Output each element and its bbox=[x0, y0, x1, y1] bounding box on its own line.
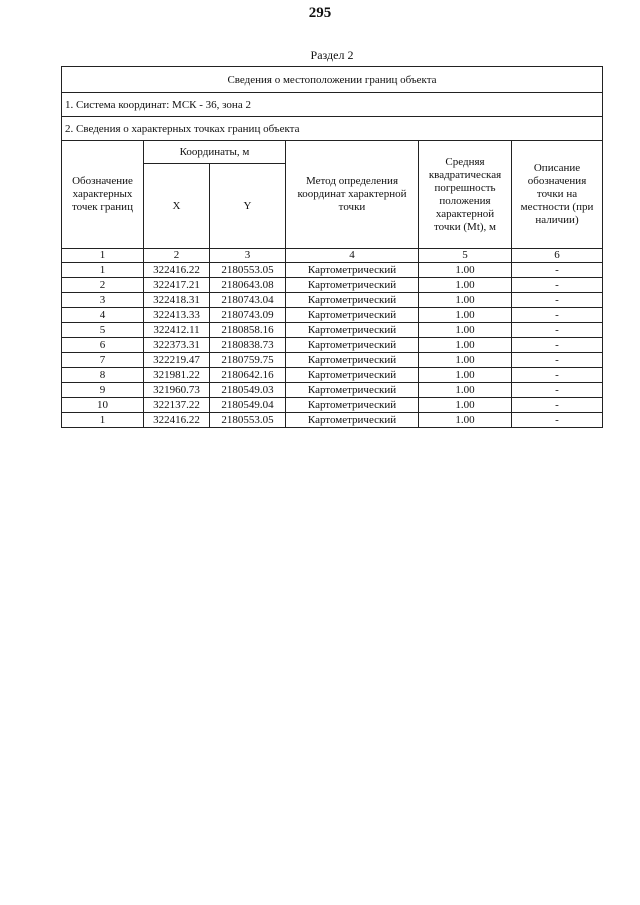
cell-mt: 1.00 bbox=[419, 293, 512, 308]
cell-y: 2180553.05 bbox=[210, 413, 286, 428]
boundary-table bbox=[61, 66, 603, 428]
cell-method: Картометрический bbox=[286, 398, 419, 413]
cell-point: 6 bbox=[62, 338, 144, 353]
column-number: 3 bbox=[210, 249, 286, 263]
cell-mt: 1.00 bbox=[419, 263, 512, 278]
header-error: Средняя квадратическая погрешность положения характерной точки (Mt), м bbox=[419, 141, 512, 249]
section-title: Раздел 2 bbox=[310, 48, 354, 62]
column-number: 5 bbox=[419, 249, 512, 263]
cell-point: 2 bbox=[62, 278, 144, 293]
cell-x: 322413.33 bbox=[144, 308, 210, 323]
cell-method: Картометрический bbox=[286, 383, 419, 398]
cell-x: 322416.22 bbox=[144, 263, 210, 278]
cell-x: 321960.73 bbox=[144, 383, 210, 398]
table-row bbox=[62, 338, 603, 353]
cell-description: - bbox=[512, 278, 603, 293]
cell-mt: 1.00 bbox=[419, 368, 512, 383]
cell-x: 322412.11 bbox=[144, 323, 210, 338]
cell-x: 322418.31 bbox=[144, 293, 210, 308]
cell-method: Картометрический bbox=[286, 293, 419, 308]
table-row bbox=[62, 323, 603, 338]
table-title: Сведения о местоположении границ объекта bbox=[62, 67, 603, 93]
cell-description: - bbox=[512, 263, 603, 278]
cell-method: Картометрический bbox=[286, 278, 419, 293]
table-row bbox=[62, 368, 603, 383]
table-row bbox=[62, 353, 603, 368]
column-number: 6 bbox=[512, 249, 603, 263]
header-designation: Обозначение характерных точек границ bbox=[62, 141, 144, 249]
cell-point: 8 bbox=[62, 368, 144, 383]
cell-x: 321981.22 bbox=[144, 368, 210, 383]
cell-point: 5 bbox=[62, 323, 144, 338]
cell-y: 2180743.04 bbox=[210, 293, 286, 308]
cell-y: 2180643.08 bbox=[210, 278, 286, 293]
table-row bbox=[62, 308, 603, 323]
cell-y: 2180549.04 bbox=[210, 398, 286, 413]
cell-x: 322373.31 bbox=[144, 338, 210, 353]
cell-method: Картометрический bbox=[286, 353, 419, 368]
cell-mt: 1.00 bbox=[419, 398, 512, 413]
table-row bbox=[62, 413, 603, 428]
header-y: Y bbox=[210, 164, 286, 249]
column-number: 4 bbox=[286, 249, 419, 263]
table-row bbox=[62, 383, 603, 398]
cell-mt: 1.00 bbox=[419, 338, 512, 353]
cell-point: 9 bbox=[62, 383, 144, 398]
cell-point: 1 bbox=[62, 413, 144, 428]
cell-x: 322416.22 bbox=[144, 413, 210, 428]
points-title: 2. Сведения о характерных точках границ объекта bbox=[62, 117, 603, 141]
cell-method: Картометрический bbox=[286, 308, 419, 323]
cell-method: Картометрический bbox=[286, 263, 419, 278]
cell-mt: 1.00 bbox=[419, 353, 512, 368]
cell-method: Картометрический bbox=[286, 413, 419, 428]
cell-y: 2180549.03 bbox=[210, 383, 286, 398]
cell-mt: 1.00 bbox=[419, 413, 512, 428]
table-row bbox=[62, 278, 603, 293]
coord-system: 1. Система координат: МСК - 36, зона 2 bbox=[62, 93, 603, 117]
cell-point: 4 bbox=[62, 308, 144, 323]
table-row bbox=[62, 398, 603, 413]
page-number: 295 bbox=[308, 5, 332, 21]
cell-description: - bbox=[512, 308, 603, 323]
cell-point: 10 bbox=[62, 398, 144, 413]
cell-x: 322137.22 bbox=[144, 398, 210, 413]
cell-mt: 1.00 bbox=[419, 278, 512, 293]
cell-mt: 1.00 bbox=[419, 383, 512, 398]
cell-description: - bbox=[512, 338, 603, 353]
column-number-row bbox=[62, 249, 603, 263]
header-x: X bbox=[144, 164, 210, 249]
cell-method: Картометрический bbox=[286, 338, 419, 353]
cell-point: 3 bbox=[62, 293, 144, 308]
cell-y: 2180759.75 bbox=[210, 353, 286, 368]
cell-x: 322219.47 bbox=[144, 353, 210, 368]
cell-point: 1 bbox=[62, 263, 144, 278]
cell-mt: 1.00 bbox=[419, 323, 512, 338]
cell-description: - bbox=[512, 413, 603, 428]
cell-description: - bbox=[512, 383, 603, 398]
cell-y: 2180858.16 bbox=[210, 323, 286, 338]
cell-description: - bbox=[512, 398, 603, 413]
cell-y: 2180642.16 bbox=[210, 368, 286, 383]
cell-method: Картометрический bbox=[286, 323, 419, 338]
header-method: Метод определения координат характерной точки bbox=[286, 141, 419, 249]
cell-y: 2180553.05 bbox=[210, 263, 286, 278]
cell-y: 2180743.09 bbox=[210, 308, 286, 323]
cell-method: Картометрический bbox=[286, 368, 419, 383]
cell-mt: 1.00 bbox=[419, 308, 512, 323]
cell-description: - bbox=[512, 353, 603, 368]
cell-description: - bbox=[512, 323, 603, 338]
table-row bbox=[62, 263, 603, 278]
cell-y: 2180838.73 bbox=[210, 338, 286, 353]
column-number: 1 bbox=[62, 249, 144, 263]
column-number: 2 bbox=[144, 249, 210, 263]
table-row bbox=[62, 293, 603, 308]
header-description: Описание обозначения точки на местности (при наличии) bbox=[512, 141, 603, 249]
cell-x: 322417.21 bbox=[144, 278, 210, 293]
cell-description: - bbox=[512, 293, 603, 308]
cell-description: - bbox=[512, 368, 603, 383]
cell-point: 7 bbox=[62, 353, 144, 368]
header-coordinates: Координаты, м bbox=[144, 141, 286, 164]
